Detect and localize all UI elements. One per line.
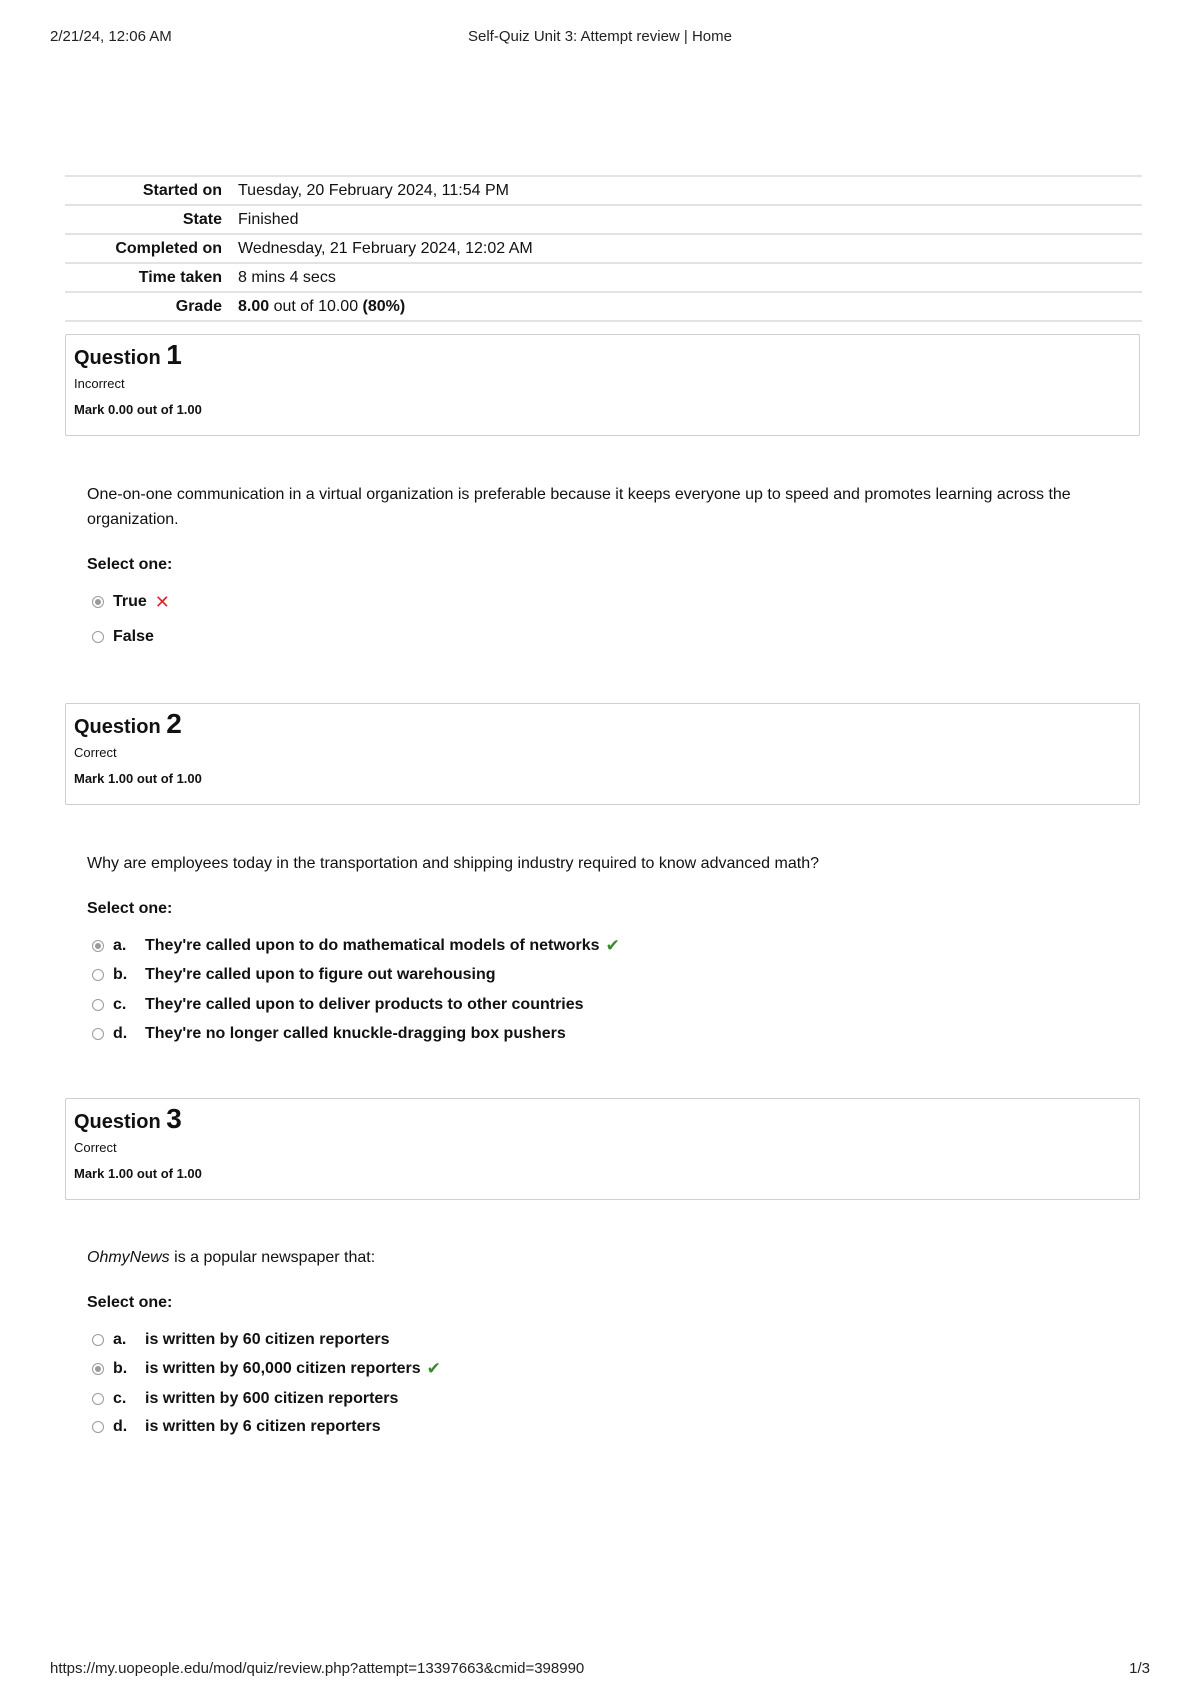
answer-label: They're called upon to figure out warehousing bbox=[145, 966, 496, 983]
option-letter: d. bbox=[113, 1025, 128, 1042]
question-prefix: Question bbox=[74, 1111, 167, 1133]
answer-option[interactable] bbox=[92, 1328, 390, 1352]
answer-option[interactable] bbox=[92, 993, 584, 1017]
answer-label: is written by 60 citizen reporters bbox=[145, 1331, 390, 1348]
answer-label: True bbox=[113, 593, 147, 610]
radio-button[interactable] bbox=[92, 631, 104, 643]
answer-label: False bbox=[113, 628, 154, 645]
radio-button-checked[interactable] bbox=[92, 596, 104, 608]
summary-row bbox=[65, 263, 1142, 292]
summary-label: Started on bbox=[142, 181, 222, 199]
summary-value: Tuesday, 20 February 2024, 11:54 PM bbox=[238, 181, 509, 199]
question-text-rest: is a popular newspaper that: bbox=[169, 1249, 376, 1266]
question-number bbox=[74, 341, 1131, 372]
answer-label: They're no longer called knuckle-dragging box pushers bbox=[145, 1025, 566, 1042]
question-text: One-on-one communication in a virtual organization is preferable because it keeps everyone up to speed and promotes learning across the organization. bbox=[87, 486, 1071, 528]
radio-button[interactable] bbox=[92, 969, 104, 981]
summary-row bbox=[65, 176, 1142, 205]
summary-row bbox=[65, 205, 1142, 234]
radio-button[interactable] bbox=[92, 1421, 104, 1433]
grade-outof: out of 10.00 bbox=[269, 297, 363, 315]
radio-button-checked[interactable] bbox=[92, 940, 104, 952]
incorrect-cross-icon: ✕ bbox=[154, 591, 170, 612]
page-number: 1/3 bbox=[1129, 1660, 1150, 1677]
radio-button-checked[interactable] bbox=[92, 1363, 104, 1375]
question-mark: Mark 1.00 out of 1.00 bbox=[74, 1166, 202, 1181]
summary-label: State bbox=[182, 210, 222, 228]
answer-option[interactable] bbox=[92, 963, 496, 987]
summary-label: Grade bbox=[175, 297, 222, 315]
print-footer bbox=[50, 1660, 1150, 1680]
question-state: Incorrect bbox=[74, 376, 125, 391]
correct-check-icon: ✔ bbox=[426, 1359, 441, 1378]
summary-label: Completed on bbox=[115, 239, 222, 257]
radio-button[interactable] bbox=[92, 1393, 104, 1405]
summary-value: 8 mins 4 secs bbox=[238, 268, 336, 286]
radio-button[interactable] bbox=[92, 999, 104, 1011]
answer-option[interactable] bbox=[92, 1022, 566, 1046]
question-text: Why are employees today in the transportation and shipping industry required to know advanced math? bbox=[87, 855, 819, 872]
summary-value: Wednesday, 21 February 2024, 12:02 AM bbox=[238, 239, 533, 257]
option-letter: c. bbox=[113, 996, 127, 1013]
correct-check-icon: ✔ bbox=[605, 936, 620, 955]
question-number-value: 3 bbox=[166, 1103, 182, 1134]
print-url: https://my.uopeople.edu/mod/quiz/review.php?attempt=13397663&cmid=398990 bbox=[50, 1660, 585, 1677]
question-info-box bbox=[65, 334, 1140, 436]
print-title: Self-Quiz Unit 3: Attempt review | Home bbox=[468, 28, 732, 45]
attempt-summary-table bbox=[65, 175, 1142, 322]
answer-label: is written by 6 citizen reporters bbox=[145, 1418, 381, 1435]
grade-percent: (80%) bbox=[362, 297, 406, 315]
summary-row bbox=[65, 292, 1142, 321]
question-number bbox=[74, 710, 1131, 741]
answer-option[interactable] bbox=[92, 1387, 398, 1411]
answer-option[interactable] bbox=[92, 590, 170, 614]
question-number-value: 1 bbox=[166, 339, 182, 370]
answer-option[interactable] bbox=[92, 934, 620, 958]
question-number bbox=[74, 1105, 1131, 1136]
select-one-prompt: Select one: bbox=[87, 900, 173, 917]
answer-option[interactable] bbox=[92, 1415, 381, 1439]
summary-value: Finished bbox=[238, 210, 299, 228]
answer-option[interactable] bbox=[92, 1357, 441, 1381]
question-info-box bbox=[65, 1098, 1140, 1200]
question-prefix: Question bbox=[74, 716, 167, 738]
print-date: 2/21/24, 12:06 AM bbox=[50, 28, 172, 45]
print-header bbox=[50, 28, 1150, 48]
select-one-prompt: Select one: bbox=[87, 1294, 173, 1311]
answer-option[interactable] bbox=[92, 625, 154, 649]
select-one-prompt: Select one: bbox=[87, 556, 173, 573]
option-letter: c. bbox=[113, 1390, 127, 1407]
answer-label: They're called upon to do mathematical models of networks bbox=[145, 937, 600, 954]
question-mark: Mark 1.00 out of 1.00 bbox=[74, 771, 202, 786]
option-letter: b. bbox=[113, 966, 128, 983]
option-letter: a. bbox=[113, 1331, 127, 1348]
question-mark: Mark 0.00 out of 1.00 bbox=[74, 402, 202, 417]
option-letter: a. bbox=[113, 937, 127, 954]
summary-row bbox=[65, 234, 1142, 263]
summary-label: Time taken bbox=[138, 268, 222, 286]
answer-label: They're called upon to deliver products to other countries bbox=[145, 996, 584, 1013]
summary-value bbox=[230, 292, 1142, 321]
newspaper-name: OhmyNews bbox=[87, 1249, 170, 1266]
option-letter: b. bbox=[113, 1360, 128, 1377]
answer-label: is written by 60,000 citizen reporters bbox=[145, 1360, 421, 1377]
question-number-value: 2 bbox=[166, 708, 182, 739]
question-prefix: Question bbox=[74, 347, 167, 369]
radio-button[interactable] bbox=[92, 1028, 104, 1040]
grade-value: 8.00 bbox=[238, 297, 270, 315]
answer-label: is written by 600 citizen reporters bbox=[145, 1390, 399, 1407]
question-text bbox=[87, 1245, 1087, 1270]
question-state: Correct bbox=[74, 745, 117, 760]
radio-button[interactable] bbox=[92, 1334, 104, 1346]
question-state: Correct bbox=[74, 1140, 117, 1155]
question-info-box bbox=[65, 703, 1140, 805]
option-letter: d. bbox=[113, 1418, 128, 1435]
